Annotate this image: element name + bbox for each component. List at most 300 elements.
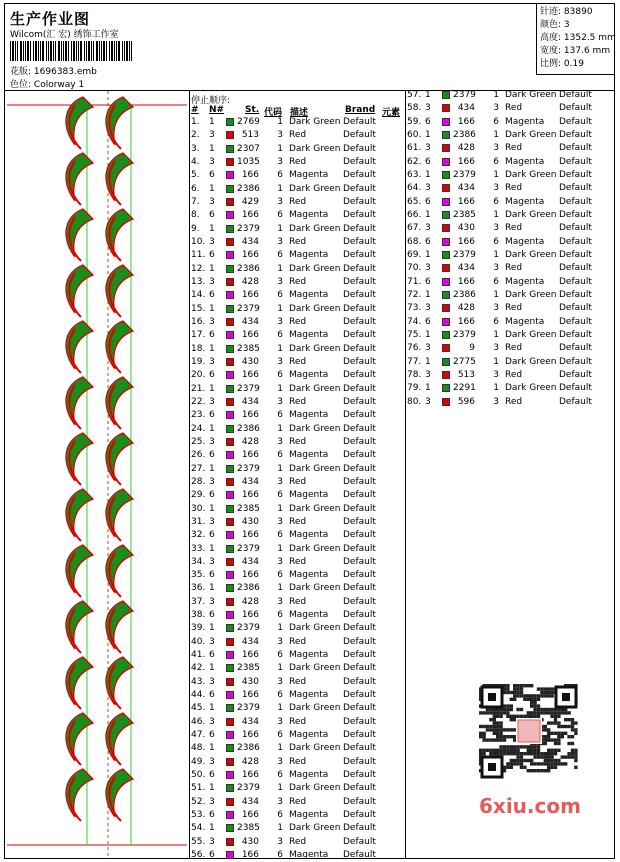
stop-code: 6 [277, 610, 283, 621]
stop-stitch-count: 2385 [453, 209, 476, 220]
stop-stitch-count: 166 [241, 410, 259, 421]
stop-description: Magenta [289, 810, 329, 821]
stop-row [407, 396, 607, 409]
stop-code: 1 [493, 329, 499, 340]
stop-row [191, 409, 403, 422]
stop-code: 1 [493, 383, 499, 394]
stop-stitch-count: 2379 [453, 329, 476, 340]
stop-description: Red [289, 756, 307, 767]
stop-brand: Default [343, 623, 376, 634]
stop-brand: Default [343, 690, 376, 701]
stop-needle: 3 [425, 343, 431, 354]
stop-code: 1 [277, 823, 283, 834]
stop-needle: 3 [209, 716, 215, 727]
stop-brand: Default [343, 850, 376, 861]
stop-needle: 3 [209, 396, 215, 407]
stop-brand: Default [559, 396, 592, 407]
stop-code: 1 [493, 169, 499, 180]
stop-index: 33. [191, 543, 206, 554]
stop-needle: 1 [209, 383, 215, 394]
color-swatch [442, 211, 450, 219]
color-swatch [226, 318, 234, 326]
stop-needle: 3 [209, 556, 215, 567]
stop-index: 32. [191, 530, 206, 541]
stop-code: 6 [493, 276, 499, 287]
stop-needle: 6 [209, 490, 215, 501]
stop-index: 23. [191, 410, 206, 421]
stop-description: Magenta [289, 570, 329, 581]
stop-description: Magenta [289, 170, 329, 181]
stop-description: Magenta [289, 450, 329, 461]
color-swatch [226, 798, 234, 806]
stop-brand: Default [343, 663, 376, 674]
stop-row [407, 289, 607, 302]
stop-row [191, 729, 403, 742]
stop-description: Red [289, 156, 307, 167]
stop-row [407, 156, 607, 169]
stop-stitch-count: 2385 [237, 343, 260, 354]
stop-needle: 6 [209, 370, 215, 381]
color-swatch [226, 198, 234, 206]
stop-stitch-count: 166 [241, 730, 259, 741]
colorway [10, 77, 84, 90]
stop-stitch-count: 166 [241, 250, 259, 261]
stop-description: Magenta [289, 730, 329, 741]
stop-row [191, 596, 403, 609]
stop-code: 1 [493, 90, 499, 100]
color-swatch [226, 584, 234, 592]
stop-sequence-title: 停止顺序: [191, 96, 231, 106]
color-swatch [442, 91, 450, 99]
stop-brand: Default [343, 143, 376, 154]
stop-description: Red [289, 356, 307, 367]
stop-index: 14. [191, 290, 206, 301]
stop-row [191, 556, 403, 569]
stop-description: Red [505, 183, 523, 194]
stop-brand: Default [343, 250, 376, 261]
stop-stitch-count: 2386 [237, 583, 260, 594]
stop-stitch-count: 2385 [237, 663, 260, 674]
stop-brand: Default [343, 556, 376, 567]
color-swatch [442, 318, 450, 326]
stop-description: Dark Green [289, 503, 341, 514]
stop-code: 6 [277, 650, 283, 661]
stop-index: 8. [191, 210, 200, 221]
stop-stitch-count: 166 [241, 810, 259, 821]
stop-stitch-count: 2379 [237, 463, 260, 474]
stop-brand: Default [559, 249, 592, 260]
stop-code: 3 [493, 369, 499, 380]
stop-code: 6 [277, 690, 283, 701]
stop-description: Dark Green [505, 249, 557, 260]
stop-stitch-count: 166 [457, 196, 475, 207]
stop-brand: Default [343, 810, 376, 821]
stop-row [407, 182, 607, 195]
stop-row [191, 143, 403, 156]
stop-index: 63. [407, 169, 422, 180]
stop-needle: 3 [209, 676, 215, 687]
stop-stitch-count: 2386 [237, 263, 260, 274]
color-swatch [226, 411, 234, 419]
stop-index: 1. [191, 117, 200, 127]
stop-description: Dark Green [289, 783, 341, 794]
stop-index: 74. [407, 316, 422, 327]
stop-needle: 1 [209, 263, 215, 274]
stop-stitch-count: 513 [457, 369, 475, 380]
stop-code: 6 [493, 156, 499, 167]
stop-brand: Default [559, 263, 592, 274]
stop-code: 3 [277, 716, 283, 727]
stop-brand: Default [343, 423, 376, 434]
stop-row [191, 436, 403, 449]
stop-needle: 3 [425, 303, 431, 314]
stop-index: 26. [191, 450, 206, 461]
stop-description: Red [289, 236, 307, 247]
color-swatch [226, 811, 234, 819]
stop-description: Red [289, 316, 307, 327]
stop-needle: 1 [209, 743, 215, 754]
stop-index: 56. [191, 850, 206, 861]
color-swatch [442, 344, 450, 352]
stop-needle: 3 [425, 369, 431, 380]
stop-needle: 1 [209, 703, 215, 714]
stop-index: 64. [407, 183, 422, 194]
stop-stitch-count: 428 [241, 596, 259, 607]
stop-row [191, 622, 403, 635]
stop-description: Dark Green [289, 463, 341, 474]
stop-description: Magenta [289, 690, 329, 701]
stop-row [191, 129, 403, 142]
stop-stitch-count: 166 [241, 690, 259, 701]
stop-index: 76. [407, 343, 422, 354]
stop-brand: Default [343, 370, 376, 381]
stop-index: 58. [407, 103, 422, 114]
stop-brand: Default [559, 156, 592, 167]
stop-needle: 6 [209, 330, 215, 341]
stop-brand: Default [343, 183, 376, 194]
color-swatch [226, 611, 234, 619]
color-swatch [226, 678, 234, 686]
stop-code: 1 [277, 743, 283, 754]
color-swatch [226, 278, 234, 286]
stop-code: 6 [493, 316, 499, 327]
stop-code: 1 [277, 783, 283, 794]
stop-index: 52. [191, 796, 206, 807]
stop-stitch-count: 434 [241, 556, 259, 567]
stop-row [407, 129, 607, 142]
stop-row [191, 236, 403, 249]
stop-description: Red [289, 796, 307, 807]
stop-code: 3 [277, 436, 283, 447]
color-swatch [226, 651, 234, 659]
stop-needle: 3 [209, 476, 215, 487]
stop-needle: 6 [209, 410, 215, 421]
stop-code: 3 [493, 263, 499, 274]
color-swatch [226, 771, 234, 779]
stop-code: 6 [277, 570, 283, 581]
color-swatch [226, 345, 234, 353]
stop-description: Red [289, 836, 307, 847]
stop-index: 68. [407, 236, 422, 247]
stop-needle: 3 [209, 796, 215, 807]
stop-needle: 1 [209, 343, 215, 354]
stop-description: Dark Green [289, 663, 341, 674]
stop-stitch-count: 2379 [237, 543, 260, 554]
stop-index: 5. [191, 170, 200, 181]
stop-code: 6 [493, 236, 499, 247]
stop-brand: Default [343, 676, 376, 687]
stop-needle: 6 [209, 450, 215, 461]
color-swatch [226, 545, 234, 553]
stop-index: 35. [191, 570, 206, 581]
stop-stitch-count: 1035 [237, 156, 260, 167]
stop-stitch-count: 166 [457, 276, 475, 287]
stop-index: 6. [191, 183, 200, 194]
stop-description: Red [289, 636, 307, 647]
stop-needle: 6 [425, 276, 431, 287]
stop-index: 39. [191, 623, 206, 634]
header-description: 描述 [290, 108, 309, 118]
stop-row [407, 196, 607, 209]
stop-needle: 3 [425, 396, 431, 407]
color-swatch [226, 185, 234, 193]
stop-index: 37. [191, 596, 206, 607]
stop-description: Red [289, 716, 307, 727]
stop-row [191, 716, 403, 729]
color-swatch [442, 331, 450, 339]
stop-index: 42. [191, 663, 206, 674]
stop-row [191, 809, 403, 822]
stop-description: Red [289, 130, 307, 141]
stop-index: 62. [407, 156, 422, 167]
stop-brand: Default [343, 463, 376, 474]
header-stitches: St. [245, 105, 260, 115]
stop-brand: Default [559, 143, 592, 154]
stop-brand: Default [559, 316, 592, 327]
stop-stitch-count: 430 [457, 223, 475, 234]
stop-brand: Default [343, 650, 376, 661]
stop-row [191, 543, 403, 556]
stop-index: 46. [191, 716, 206, 727]
stop-code: 1 [277, 583, 283, 594]
stop-needle: 1 [209, 143, 215, 154]
stat-colors: 颜色: 3 [540, 20, 570, 30]
stop-stitch-count: 2386 [453, 129, 476, 140]
stop-row [191, 343, 403, 356]
stop-brand: Default [343, 596, 376, 607]
stop-index: 75. [407, 329, 422, 340]
stop-stitch-count: 428 [241, 756, 259, 767]
stop-code: 3 [277, 130, 283, 141]
stop-row [407, 316, 607, 329]
color-swatch [226, 838, 234, 846]
stop-needle: 1 [425, 329, 431, 340]
color-swatch [226, 145, 234, 153]
stop-description: Dark Green [289, 383, 341, 394]
stop-stitch-count: 429 [241, 196, 259, 207]
stop-index: 10. [191, 236, 206, 247]
stop-brand: Default [559, 209, 592, 220]
stop-stitch-count: 428 [241, 276, 259, 287]
stop-description: Dark Green [505, 356, 557, 367]
stop-row [191, 489, 403, 502]
stop-description: Dark Green [289, 623, 341, 634]
stop-row [191, 742, 403, 755]
stop-index: 47. [191, 730, 206, 741]
stop-brand: Default [343, 196, 376, 207]
stop-needle: 3 [209, 596, 215, 607]
stop-index: 38. [191, 610, 206, 621]
stop-needle: 1 [425, 129, 431, 140]
stop-description: Magenta [289, 650, 329, 661]
stop-row [191, 396, 403, 409]
color-swatch [226, 398, 234, 406]
stop-index: 49. [191, 756, 206, 767]
stop-code: 6 [277, 770, 283, 781]
stat-stitches: 针迹: 83890 [540, 7, 593, 17]
color-swatch [226, 371, 234, 379]
color-swatch [442, 104, 450, 112]
stop-index: 27. [191, 463, 206, 474]
stop-row [191, 836, 403, 849]
stop-index: 70. [407, 263, 422, 274]
stop-index: 28. [191, 476, 206, 487]
stop-description: Magenta [289, 490, 329, 501]
stop-row [191, 796, 403, 809]
stop-brand: Default [343, 383, 376, 394]
stop-needle: 1 [425, 90, 431, 100]
stop-index: 36. [191, 583, 206, 594]
header-element: 元素 [382, 108, 401, 118]
stop-needle: 1 [209, 183, 215, 194]
colorway-label: 色位: [10, 80, 32, 90]
stop-needle: 1 [425, 289, 431, 300]
stop-row [191, 649, 403, 662]
stop-description: Red [289, 476, 307, 487]
stop-description: Magenta [505, 116, 545, 127]
stop-row [191, 529, 403, 542]
stop-index: 50. [191, 770, 206, 781]
stop-row [407, 169, 607, 182]
stop-needle: 3 [209, 756, 215, 767]
company-name: Wilcom(汇 宏) 绣饰工作室 [10, 30, 119, 40]
stop-needle: 6 [209, 250, 215, 261]
stop-brand: Default [343, 263, 376, 274]
stop-stitch-count: 434 [241, 796, 259, 807]
stop-row [191, 289, 403, 302]
stop-list-left [191, 116, 403, 862]
stop-brand: Default [343, 236, 376, 247]
stop-code: 3 [493, 103, 499, 114]
stop-row [407, 382, 607, 395]
design-file [10, 64, 97, 77]
stop-description: Dark Green [289, 743, 341, 754]
stop-code: 3 [277, 556, 283, 567]
stop-code: 6 [277, 810, 283, 821]
stop-needle: 3 [425, 263, 431, 274]
stop-index: 3. [191, 143, 200, 154]
stop-row [191, 503, 403, 516]
stop-brand: Default [343, 130, 376, 141]
stop-description: Magenta [505, 276, 545, 287]
stop-stitch-count: 2769 [237, 117, 260, 127]
stop-stitch-count: 2379 [453, 249, 476, 260]
stop-needle: 1 [209, 117, 215, 127]
stop-needle: 6 [209, 850, 215, 861]
stop-description: Red [505, 396, 523, 407]
header-brand: Brand [345, 105, 376, 115]
stop-code: 3 [277, 396, 283, 407]
stop-brand: Default [343, 770, 376, 781]
stop-description: Magenta [289, 530, 329, 541]
stop-description: Red [289, 276, 307, 287]
stop-index: 24. [191, 423, 206, 434]
stop-needle: 1 [209, 503, 215, 514]
stop-needle: 3 [425, 183, 431, 194]
color-swatch [226, 451, 234, 459]
stop-code: 3 [493, 223, 499, 234]
stop-brand: Default [343, 530, 376, 541]
stop-code: 1 [277, 543, 283, 554]
color-swatch [226, 624, 234, 632]
stop-needle: 1 [425, 356, 431, 367]
stop-code: 1 [493, 249, 499, 260]
color-swatch [226, 385, 234, 393]
stop-row [191, 463, 403, 476]
color-swatch [226, 824, 234, 832]
stop-row [191, 676, 403, 689]
stop-row [191, 263, 403, 276]
stop-brand: Default [343, 476, 376, 487]
stop-needle: 1 [209, 623, 215, 634]
stop-index: 34. [191, 556, 206, 567]
color-swatch [442, 264, 450, 272]
color-swatch [226, 731, 234, 739]
stop-needle: 6 [209, 290, 215, 301]
stop-brand: Default [343, 583, 376, 594]
stop-code: 1 [277, 263, 283, 274]
stop-brand: Default [559, 223, 592, 234]
stop-needle: 3 [209, 130, 215, 141]
stop-stitch-count: 166 [457, 316, 475, 327]
stop-code: 3 [277, 236, 283, 247]
stop-index: 80. [407, 396, 422, 407]
color-swatch [226, 211, 234, 219]
stop-code: 1 [277, 503, 283, 514]
color-swatch [226, 291, 234, 299]
stop-row [191, 196, 403, 209]
color-swatch [226, 851, 234, 859]
stop-needle: 1 [425, 249, 431, 260]
stop-index: 30. [191, 503, 206, 514]
color-swatch [442, 144, 450, 152]
stop-needle: 1 [209, 543, 215, 554]
stop-brand: Default [559, 303, 592, 314]
stop-needle: 6 [209, 530, 215, 541]
stop-row [191, 516, 403, 529]
stop-stitch-count: 513 [241, 130, 259, 141]
stop-code: 6 [277, 730, 283, 741]
stop-description: Dark Green [289, 423, 341, 434]
stop-row [191, 569, 403, 582]
color-swatch [226, 465, 234, 473]
stop-brand: Default [559, 196, 592, 207]
color-swatch [226, 664, 234, 672]
stop-code: 3 [493, 396, 499, 407]
stop-needle: 6 [425, 196, 431, 207]
stop-index: 20. [191, 370, 206, 381]
stop-brand: Default [343, 450, 376, 461]
